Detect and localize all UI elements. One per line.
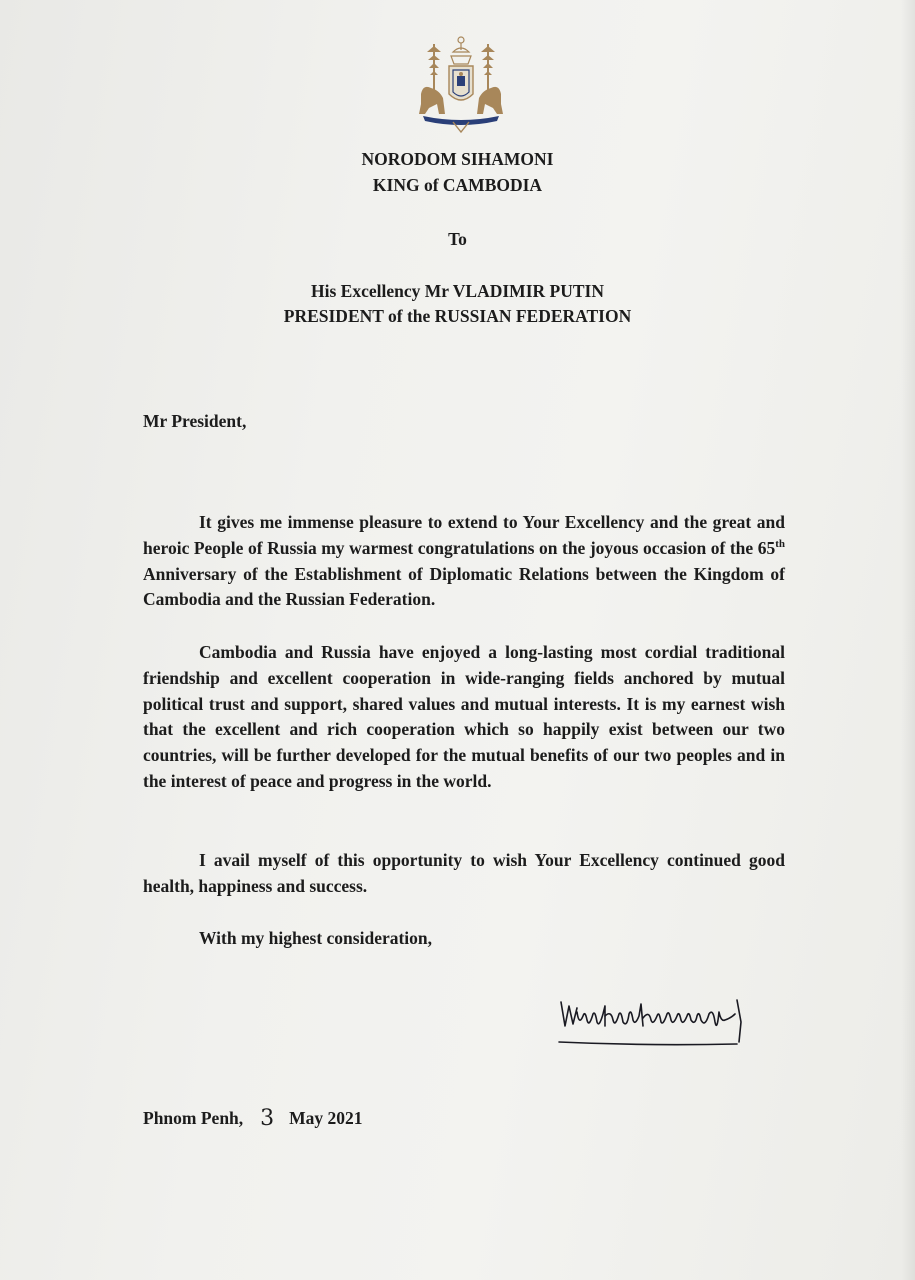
sender-name: NORODOM SIHAMONI — [361, 149, 554, 169]
paragraph-congratulations — [143, 510, 785, 613]
recipient-name: His Excellency Mr VLADIMIR PUTIN — [311, 281, 604, 301]
sender-title: KING of CAMBODIA — [372, 175, 543, 195]
salutation: Mr President, — [143, 411, 247, 431]
to-label: To — [448, 229, 467, 249]
recipient-title: PRESIDENT of the RUSSIAN FEDERATION — [283, 306, 632, 326]
handwritten-signature-icon — [555, 992, 755, 1054]
paragraph-wishes: I avail myself of this opportunity to wish Your Excellency continued good health, happiness and success. — [143, 850, 785, 896]
paragraph-cooperation: Cambodia and Russia have enjoyed a long-lasting most cordial traditional friendship and excellent cooperation in wide-ranging fields anchored by mutual political trust and support, shared values and mutual interests. It is my earnest wish that the excellent and rich cooperation which so happily exist between our two countries, will be further developed for the mutual benefits of our two peoples and in the interest of peace and progress in the world. — [143, 642, 785, 791]
handwritten-day: 3 — [260, 1106, 275, 1131]
paragraph-1-end: Anniversary of the Establishment of Diplomatic Relations between the Kingdom of Cambodia and the Russian Federation. — [143, 563, 785, 610]
closing-line: With my highest consideration, — [199, 928, 433, 948]
place: Phnom Penh, — [143, 1108, 244, 1128]
paragraph-1-start: It gives me immense pleasure to extend to Your Excellency and the great and heroic People of Russia my warmest congratulations on the joyous occasion of the 65 — [143, 512, 785, 558]
place-and-date — [143, 1105, 363, 1131]
royal-emblem-icon — [413, 34, 509, 134]
ordinal-suffix: th — [775, 537, 785, 550]
month-year: May 2021 — [289, 1108, 363, 1128]
